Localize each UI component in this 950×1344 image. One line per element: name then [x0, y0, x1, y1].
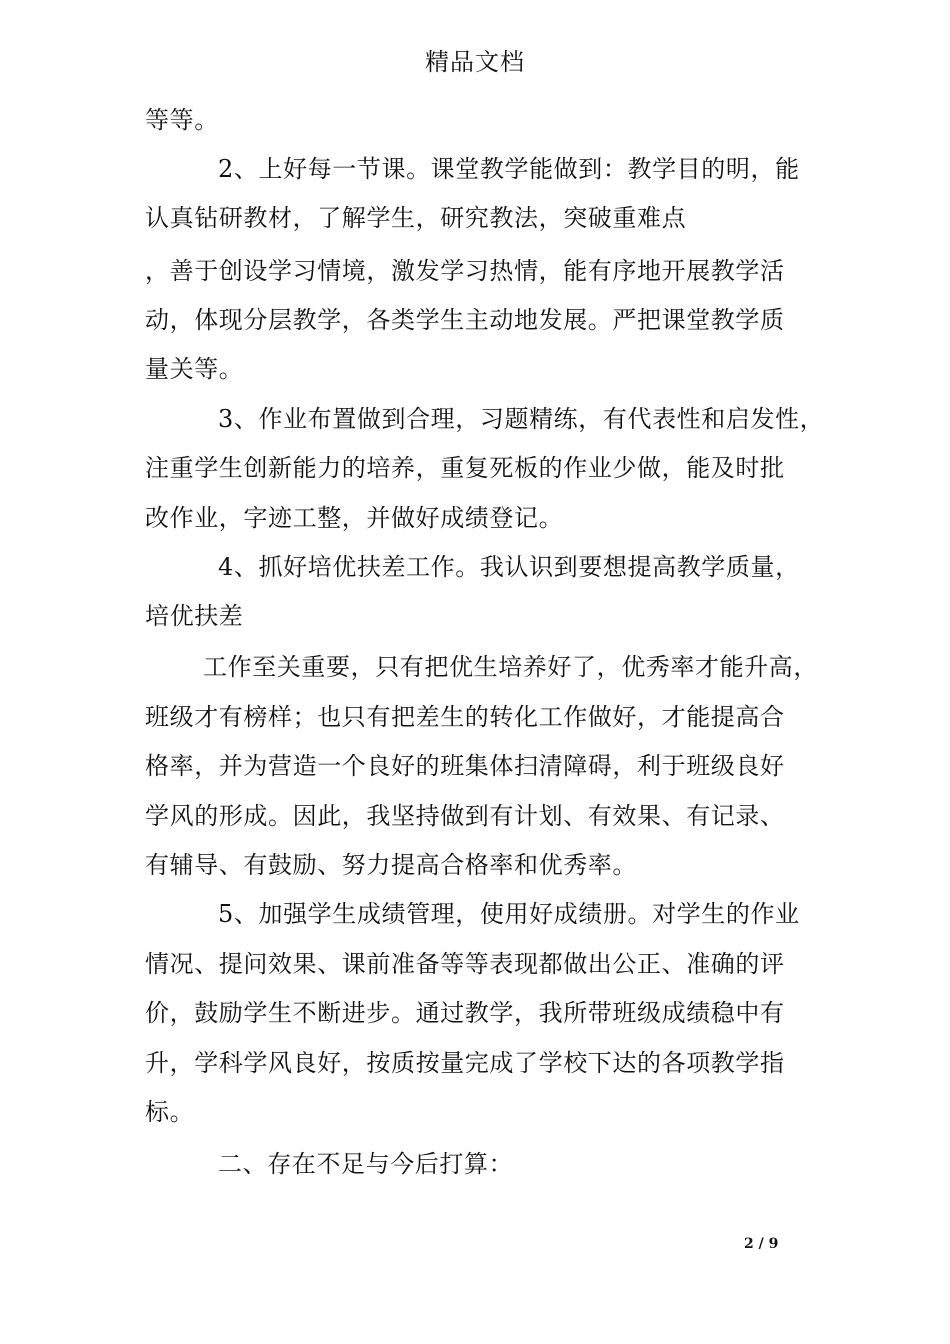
- text-line: 升，学科学风良好，按质按量完成了学校下达的各项教学指: [145, 1049, 785, 1077]
- section-heading: 二、存在不足与今后打算：: [218, 1150, 514, 1178]
- text-line: 标。: [145, 1098, 195, 1126]
- text-line: ，善于创设学习情境，激发学习热情，能有序地开展教学活: [145, 257, 785, 285]
- text-line: 注重学生创新能力的培养，重复死板的作业少做，能及时批: [145, 454, 785, 482]
- text-line: 2、上好每一节课。课堂教学能做到：教学目的明，能: [218, 155, 800, 183]
- text-line: 量关等。: [145, 355, 244, 383]
- text-line: 5、加强学生成绩管理，使用好成绩册。对学生的作业: [218, 900, 800, 928]
- text-line: 工作至关重要，只有把优生培养好了，优秀率才能升高，: [203, 653, 818, 681]
- page-header-title: 精品文档: [425, 48, 525, 76]
- text-line: 动，体现分层教学，各类学生主动地发展。严把课堂教学质: [145, 306, 785, 334]
- text-line: 4、抓好培优扶差工作。我认识到要想提高教学质量，: [218, 553, 800, 581]
- text-line: 培优扶差: [145, 602, 244, 630]
- page-number: 2 / 9: [744, 1236, 779, 1252]
- text-line: 等等。: [145, 106, 219, 134]
- text-line: 情况、提问效果、课前准备等等表现都做出公正、准确的评: [145, 950, 785, 978]
- text-line: 3、作业布置做到合理，习题精练，有代表性和启发性，: [218, 405, 825, 433]
- text-line: 班级才有榜样；也只有把差生的转化工作做好，才能提高合: [145, 703, 785, 731]
- text-line: 学风的形成。因此，我坚持做到有计划、有效果、有记录、: [145, 802, 785, 830]
- text-line: 改作业，字迹工整，并做好成绩登记。: [145, 504, 564, 532]
- text-line: 格率，并为营造一个良好的班集体扫清障碍，利于班级良好: [145, 752, 785, 780]
- text-line: 价，鼓励学生不断进步。通过教学，我所带班级成绩稳中有: [145, 999, 785, 1027]
- text-line: 认真钻研教材，了解学生，研究教法，突破重难点: [145, 204, 687, 232]
- text-line: 有辅导、有鼓励、努力提高合格率和优秀率。: [145, 851, 637, 879]
